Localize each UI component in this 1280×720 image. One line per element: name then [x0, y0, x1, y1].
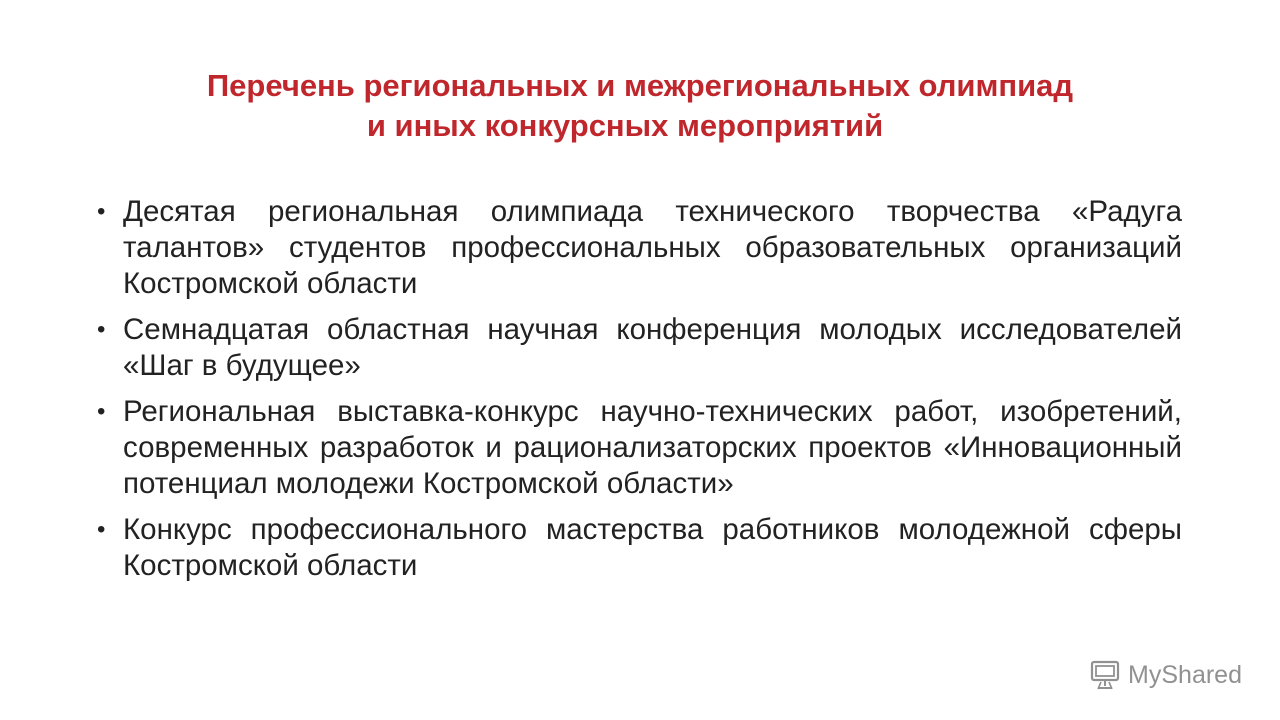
- bullet-text: Региональная выставка-конкурс научно-технических работ, изобретений, современных разработок и рационализаторских проектов «Инновационный потенциал молодежи Костромской области»: [123, 395, 1182, 500]
- bullet-item-4: [95, 512, 1182, 584]
- bullet-dot-icon: •: [97, 516, 106, 543]
- bullet-item-2: [95, 312, 1182, 384]
- slide-title: [0, 66, 1280, 146]
- bullet-dot-icon: •: [97, 398, 106, 425]
- bullet-item-3: [95, 394, 1182, 502]
- bullet-dot-icon: •: [97, 198, 106, 225]
- bullet-text: Семнадцатая областная научная конференция молодых исследователей «Шаг в будущее»: [123, 313, 1182, 382]
- bullet-text: Десятая региональная олимпиада технического творчества «Радуга талантов» студентов профессиональных образовательных организаций Костромской области: [123, 195, 1182, 300]
- bullet-dot-icon: •: [97, 316, 106, 343]
- bullet-text: Конкурс профессионального мастерства работников молодежной сферы Костромской области: [123, 513, 1182, 582]
- projector-board-icon: [1088, 658, 1122, 692]
- bullet-list: [95, 194, 1182, 594]
- title-line-2: и иных конкурсных мероприятий: [366, 108, 884, 143]
- myshared-watermark[interactable]: [1088, 658, 1242, 692]
- title-line-1: Перечень региональных и межрегиональных олимпиад: [206, 68, 1074, 103]
- bullet-item-1: [95, 194, 1182, 302]
- watermark-label: MyShared: [1128, 661, 1242, 689]
